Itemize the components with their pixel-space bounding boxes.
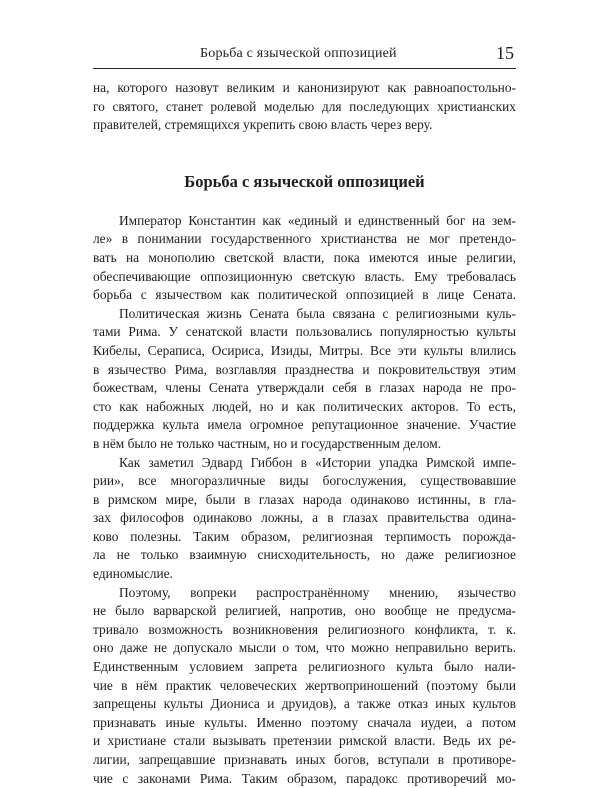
section-heading: Борьба с языческой оппозицией — [184, 171, 425, 191]
text-line: борьба с язычеством как политической оппозицией в лице Сената. — [93, 287, 516, 303]
paragraph-3 — [93, 454, 516, 584]
text-line: ково полезны. Таким образом, религиозная терпимость порожда- — [93, 528, 516, 544]
text-line: чие с законами Рима. Таким образом, парадокс противоречий мо- — [93, 770, 516, 786]
text-line: рии», все многоразличные виды богослужения, существовавшие — [93, 473, 516, 489]
text-line: зах философов одинаково ложны, а в глазах правительства одина- — [93, 510, 516, 526]
text-line: поддержка культа имела огромное репутационное значение. Участие — [93, 417, 516, 433]
text-line: на, которого назовут великим и канонизируют как равноапостольно- — [93, 80, 516, 95]
text-line: Как заметил Эдвард Гиббон в «Истории упадка Римской импе- — [119, 454, 516, 470]
text-line: чие в нём практик человеческих жертвоприношений (поэтому были — [93, 677, 516, 693]
text-line: и христиане стали вызывать претензии римской власти. Ведь их ре- — [93, 733, 516, 749]
text-line: ла не только взаимную снисходительность, но даже религиозное — [93, 547, 516, 563]
paragraph-2 — [93, 305, 516, 454]
text-line: запрещены культы Диониса и друидов), а также отказ иных культов — [93, 696, 516, 712]
text-line: в римском мире, были в глазах народа одинаково истинны, в гла- — [93, 491, 516, 507]
text-line: не было варварской религией, напротив, оно вообще не предусма- — [93, 603, 516, 619]
paragraph-1 — [93, 212, 516, 305]
text-line: в нём было не только частным, но и государственным делом. — [93, 435, 442, 451]
text-line: в язычество Рима, возглавляя празднества и покровительствуя этим — [93, 361, 516, 377]
text-line: признавать иные культы. Именно поэтому сначала иудеи, а потом — [93, 714, 516, 730]
text-line: тривало возможность возникновения религиозного конфликта, т. к. — [93, 621, 516, 637]
text-line: правителей, стремящихся укрепить свою власть через веру. — [93, 117, 433, 133]
text-line: Политическая жизнь Сената была связана с религиозными куль- — [119, 305, 516, 321]
page-body — [93, 79, 516, 788]
text-line: ле» в понимании государственного христианства не мог претендо- — [93, 231, 516, 247]
text-line: Поэтому, вопреки распространённому мнению, язычество — [119, 584, 516, 600]
text-line: лигии, запрещавшие признавать иных богов, вступали в противоре- — [93, 752, 516, 767]
paragraph-4 — [93, 584, 516, 788]
text-line: Единственным условием запрета религиозного культа было нали- — [93, 659, 516, 675]
intro-paragraph — [93, 79, 516, 135]
text-line: обеспечивающие оппозиционную светскую власть. Ему требовалась — [93, 268, 516, 284]
running-head — [93, 44, 516, 69]
page-number: 15 — [496, 43, 514, 63]
text-line: сто как набожных людей, но и как политических акторов. То есть, — [93, 398, 516, 414]
text-line: оно даже не допускало мысли о том, что можно неправильно верить. — [93, 640, 516, 656]
text-line: вать на монополию светской власти, пока имеются иные религии, — [93, 249, 516, 265]
text-line: го святого, станет ролевой моделью для последующих христианских — [93, 98, 516, 114]
text-line: божествам, члены Сената утверждали себя в глазах народа не про- — [93, 380, 516, 396]
text-line: тами Рима. У сенатской власти пользовались популярностью культы — [93, 324, 516, 340]
running-head-title: Борьба с языческой оппозицией — [200, 46, 397, 61]
text-line: единомыслие. — [93, 566, 173, 582]
text-line: Император Константин как «единый и единственный бог на зем- — [119, 212, 516, 228]
text-line: Кибелы, Сераписа, Осириса, Изиды, Митры. Все эти культы влились — [93, 342, 516, 358]
